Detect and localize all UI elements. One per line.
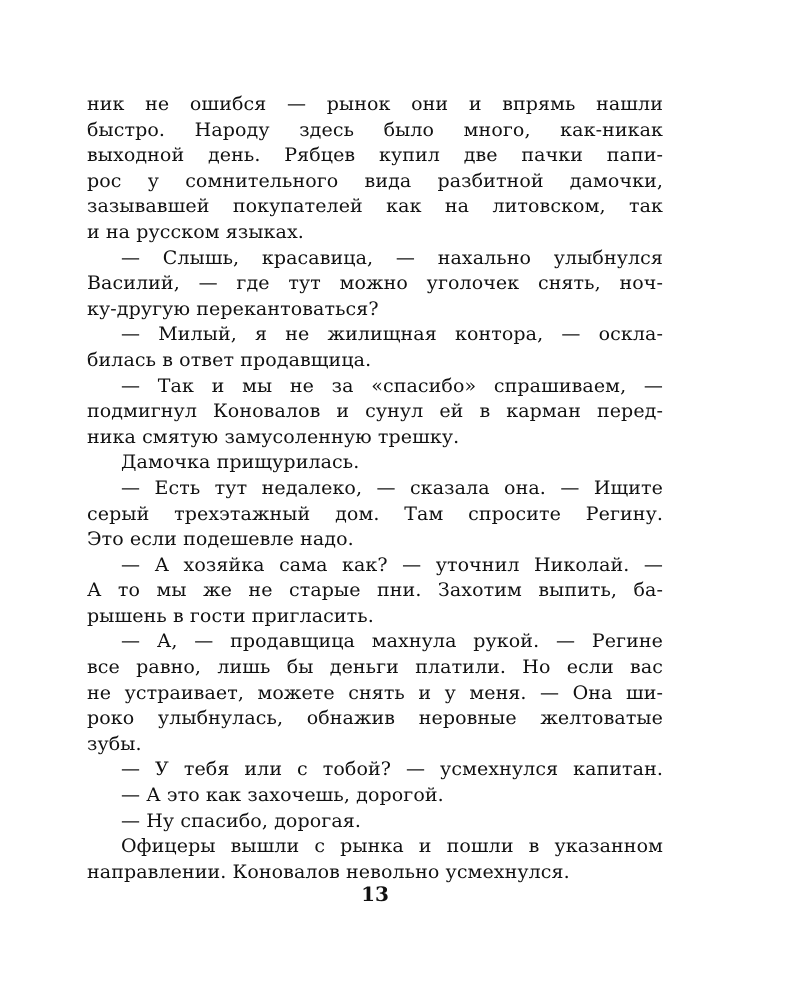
text-line: Это если подешевле надо.	[87, 528, 354, 551]
text-line: быстро. Народу здесь было много, как-никак	[87, 118, 663, 141]
text-line: — Есть тут недалеко, — сказала она. — Ищите	[121, 476, 663, 499]
text-line: ник не ошибся — рынок они и впрямь нашли	[87, 93, 663, 115]
text-line: — А хозяйка сама как? — уточнил Николай. —	[121, 553, 663, 576]
text-line: рышень в гости пригласить.	[87, 604, 374, 627]
text-line: зубы.	[87, 732, 142, 755]
text-line: — Так и мы не за «спасибо» спрашиваем, —	[121, 374, 663, 397]
text-line: Василий, — где тут можно уголочек снять, ноч-	[87, 272, 663, 295]
text-line: ника смятую замусоленную трешку.	[87, 425, 460, 448]
page-body-text	[87, 92, 663, 885]
text-line: подмигнул Коновалов и сунул ей в карман перед-	[87, 400, 663, 423]
text-line: ку-другую перекантоваться?	[87, 297, 379, 320]
text-line: — Ну спасибо, дорогая.	[121, 809, 361, 832]
text-line: рос у сомнительного вида разбитной дамочки,	[87, 169, 663, 192]
text-line: Дамочка прищурилась.	[121, 451, 360, 474]
text-line: роко улыбнулась, обнажив неровные желтоватые	[87, 707, 663, 730]
text-line: направлении. Коновалов невольно усмехнулся.	[87, 860, 570, 883]
text-line: — У тебя или с тобой? — усмехнулся капитан.	[121, 758, 663, 781]
text-line: билась в ответ продавщица.	[87, 348, 372, 371]
text-line: не устраивает, можете снять и у меня. — Она ши-	[87, 681, 663, 704]
text-line: и на русском языках.	[87, 220, 304, 243]
text-line: выходной день. Рябцев купил две пачки папи-	[87, 144, 663, 167]
text-line: — А это как захочешь, дорогой.	[121, 784, 444, 807]
text-line: все равно, лишь бы деньги платили. Но если вас	[87, 656, 663, 679]
text-line: — А, — продавщица махнула рукой. — Регине	[121, 630, 663, 653]
text-line: — Милый, я не жилищная контора, — оскла-	[121, 323, 663, 346]
text-line: серый трехэтажный дом. Там спросите Регину.	[87, 502, 663, 525]
page-number: 13	[361, 882, 389, 906]
text-line: зазывавшей покупателей как на литовском, так	[87, 195, 663, 218]
text-line: — Слышь, красавица, — нахально улыбнулся	[121, 246, 663, 269]
text-line: Офицеры вышли с рынка и пошли в указанном	[121, 835, 663, 858]
text-line: А то мы же не старые пни. Захотим выпить, ба-	[87, 579, 663, 602]
